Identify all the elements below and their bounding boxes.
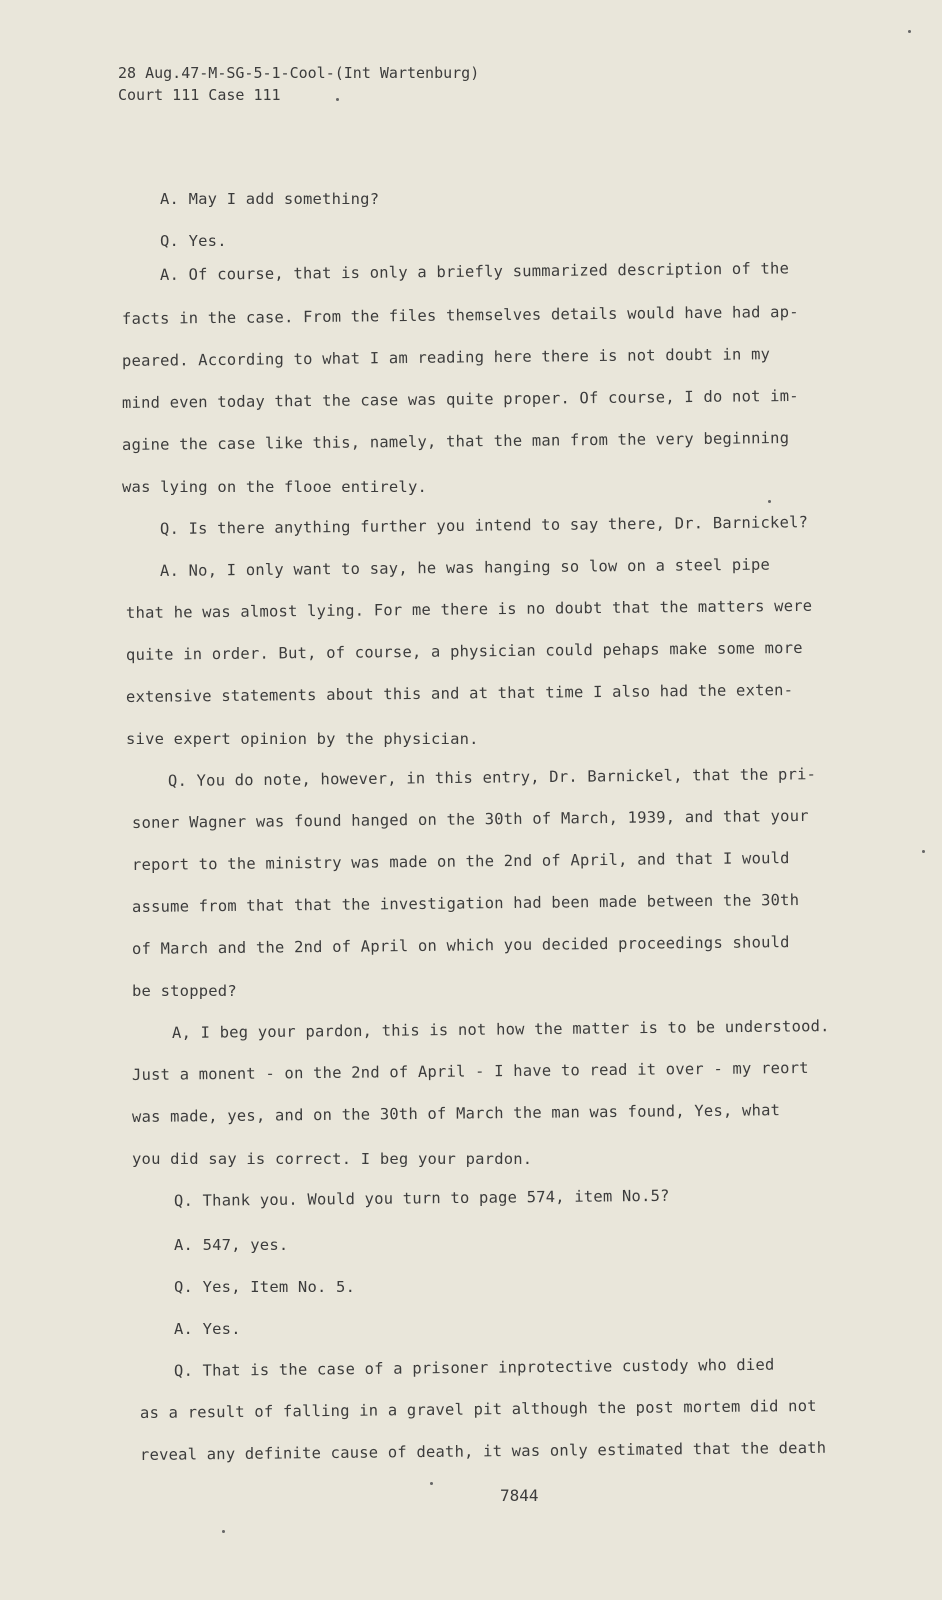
transcript-line: assume from that that the investigation had been made between the 30th (131, 891, 800, 916)
transcript-line: Q. Thank you. Would you turn to page 574, item No.5? (173, 1186, 670, 1210)
transcript-line: that he was almost lying. For me there is no doubt that the matters were (125, 596, 813, 622)
transcript-line: extensive statements about this and at that time I also had the exten- (125, 681, 794, 706)
transcript-line: A, I beg your pardon, this is not how the matter is to be understood. (171, 1017, 830, 1042)
transcript-line: peared. According to what I am reading here there is not doubt in my (121, 345, 771, 370)
paper-speck (336, 98, 339, 101)
transcript-line: quite in order. But, of course, a physician could pehaps make some more (125, 638, 803, 664)
paper-speck (908, 30, 911, 33)
transcript-line: Q. You do note, however, in this entry, Dr. Barnickel, that the pri- (167, 765, 817, 790)
page-number: 7844 (500, 1486, 539, 1505)
transcript-line: A. 547, yes. (174, 1236, 289, 1254)
transcript-line: as a result of falling in a gravel pit although the post mortem did not (139, 1396, 817, 1422)
document-header (118, 62, 479, 106)
transcript-line: of March and the 2nd of April on which you decided proceedings should (131, 933, 790, 958)
transcript-line: be stopped? (132, 982, 237, 1000)
transcript-line: soner Wagner was found hanged on the 30th of March, 1939, and that your (131, 806, 809, 832)
transcript-line: Q. Yes. (160, 232, 227, 250)
transcript-line: A. Of course, that is only a briefly summarized description of the (159, 259, 790, 284)
transcript-line: Q. Yes, Item No. 5. (174, 1278, 356, 1296)
transcript-line: mind even today that the case was quite proper. Of course, I do not im- (121, 386, 799, 412)
transcript-line: A. May I add something? (160, 190, 380, 208)
paper-speck (222, 1530, 225, 1533)
transcript-line: agine the case like this, namely, that the man from the very beginning (121, 429, 790, 454)
transcript-line: Q. That is the case of a prisoner inprotective custody who died (173, 1355, 775, 1380)
paper-speck (430, 1482, 433, 1485)
transcript-line: report to the ministry was made on the 2nd of April, and that I would (131, 849, 790, 874)
transcript-line: reveal any definite cause of death, it was only estimated that the death (139, 1438, 827, 1464)
paper-speck (768, 500, 771, 503)
header-court-case: Court 111 Case 111 (118, 86, 281, 104)
transcript-line: A. No, I only want to say, he was hanging so low on a steel pipe (159, 555, 771, 580)
paper-speck (922, 850, 925, 853)
transcript-line: was lying on the flooe entirely. (122, 478, 428, 496)
transcript-line: sive expert opinion by the physician. (126, 730, 479, 748)
header-reference: 28 Aug.47-M-SG-5-1-Cool-(Int Wartenburg) (118, 64, 480, 82)
transcript-line: you did say is correct. I beg your pardon. (132, 1150, 533, 1168)
transcript-line: Just a monent - on the 2nd of April - I have to read it over - my reort (131, 1058, 809, 1084)
transcript-line: Q. Is there anything further you intend to say there, Dr. Barnickel? (159, 513, 809, 538)
transcript-line: was made, yes, and on the 30th of March the man was found, Yes, what (131, 1101, 781, 1126)
transcript-line: facts in the case. From the files themselves details would have had ap- (121, 302, 799, 328)
transcript-line: A. Yes. (174, 1320, 241, 1338)
